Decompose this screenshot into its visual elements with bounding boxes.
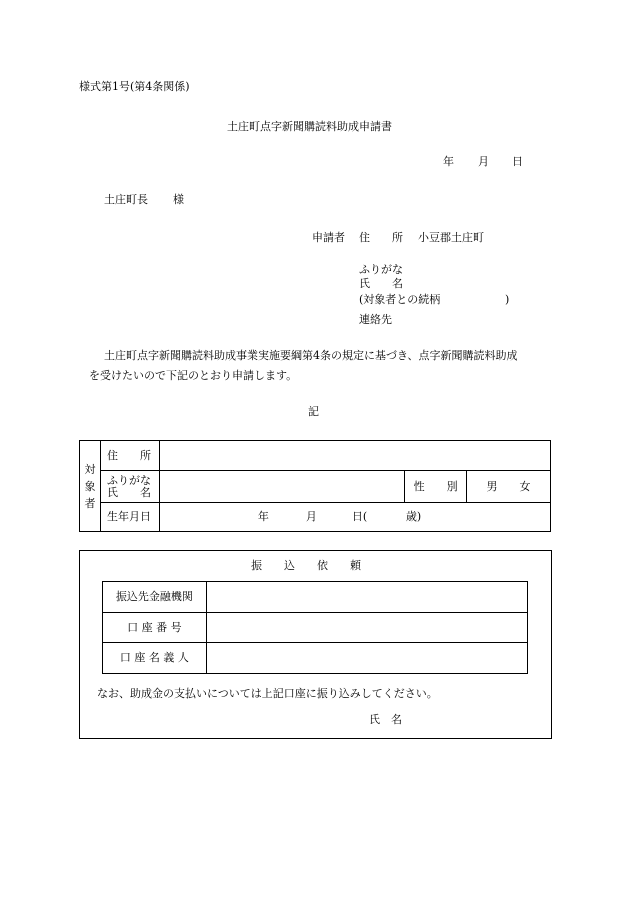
subject-table (79, 440, 551, 532)
applicant-label: 申請者 (312, 231, 345, 244)
account-number-field[interactable] (206, 613, 527, 643)
applicant-address-value: 小豆郡土庄町 (418, 231, 484, 244)
subject-address-field[interactable] (159, 441, 550, 471)
subject-name-label: 氏 名 (106, 485, 151, 499)
subject-name-field[interactable] (159, 471, 404, 502)
applicant-relation-open: (対象者との続柄 (359, 293, 441, 306)
addressee-honorific: 様 (173, 193, 184, 206)
account-number-label: 口 座 番 号 (103, 613, 207, 643)
body-text-line-2: を受けたいので下記のとおり申請します。 (89, 369, 298, 382)
birth-year-label: 年 (257, 509, 269, 523)
subject-birth-label: 生年月日 (100, 502, 159, 531)
birth-day-label: 日( (351, 509, 368, 523)
subject-furigana-name-label (100, 471, 159, 502)
applicant-address-label: 住 所 (359, 231, 403, 244)
subject-side-char: 対 (84, 462, 96, 476)
ki-label: 記 (308, 405, 319, 418)
transfer-note: なお、助成金の支払いについては上記口座に振り込みしてください。 (97, 687, 438, 700)
date-year-label: 年 (443, 155, 454, 168)
subject-address-label: 住 所 (100, 441, 159, 471)
bank-field[interactable] (206, 582, 527, 613)
transfer-title: 振 込 依 頼 (251, 559, 361, 572)
subject-side-char: 象 (84, 479, 96, 493)
signature-label: 氏 名 (369, 713, 402, 726)
form-number: 様式第1号(第4条関係) (79, 80, 190, 93)
account-holder-label: 口 座 名 義 人 (103, 643, 207, 674)
form-title: 土庄町点字新聞購読料助成申請書 (227, 120, 392, 133)
applicant-contact-label: 連絡先 (359, 313, 392, 326)
account-holder-field[interactable] (206, 643, 527, 674)
applicant-furigana-label: ふりがな (359, 263, 403, 276)
subject-gender-field[interactable]: 男 女 (467, 471, 551, 502)
applicant-relation-close: ) (505, 293, 510, 306)
bank-table (102, 581, 528, 674)
date-day-label: 日 (512, 155, 523, 168)
birth-month-label: 月 (305, 509, 317, 523)
addressee-name: 土庄町長 (104, 193, 148, 206)
date-month-label: 月 (478, 155, 489, 168)
bank-label: 振込先金融機関 (103, 582, 207, 613)
body-text-line-1: 土庄町点字新聞購読料助成事業実施要綱第4条の規定に基づき、点字新聞購読料助成 (104, 349, 518, 362)
subject-side-char: 者 (84, 496, 96, 510)
subject-gender-label: 性 別 (405, 471, 467, 502)
subject-side-label (80, 441, 101, 532)
subject-furigana-label: ふりがな (106, 473, 151, 487)
subject-birth-field[interactable] (159, 502, 550, 531)
applicant-name-label: 氏 名 (359, 277, 403, 290)
birth-age-label: 歳) (405, 509, 422, 523)
